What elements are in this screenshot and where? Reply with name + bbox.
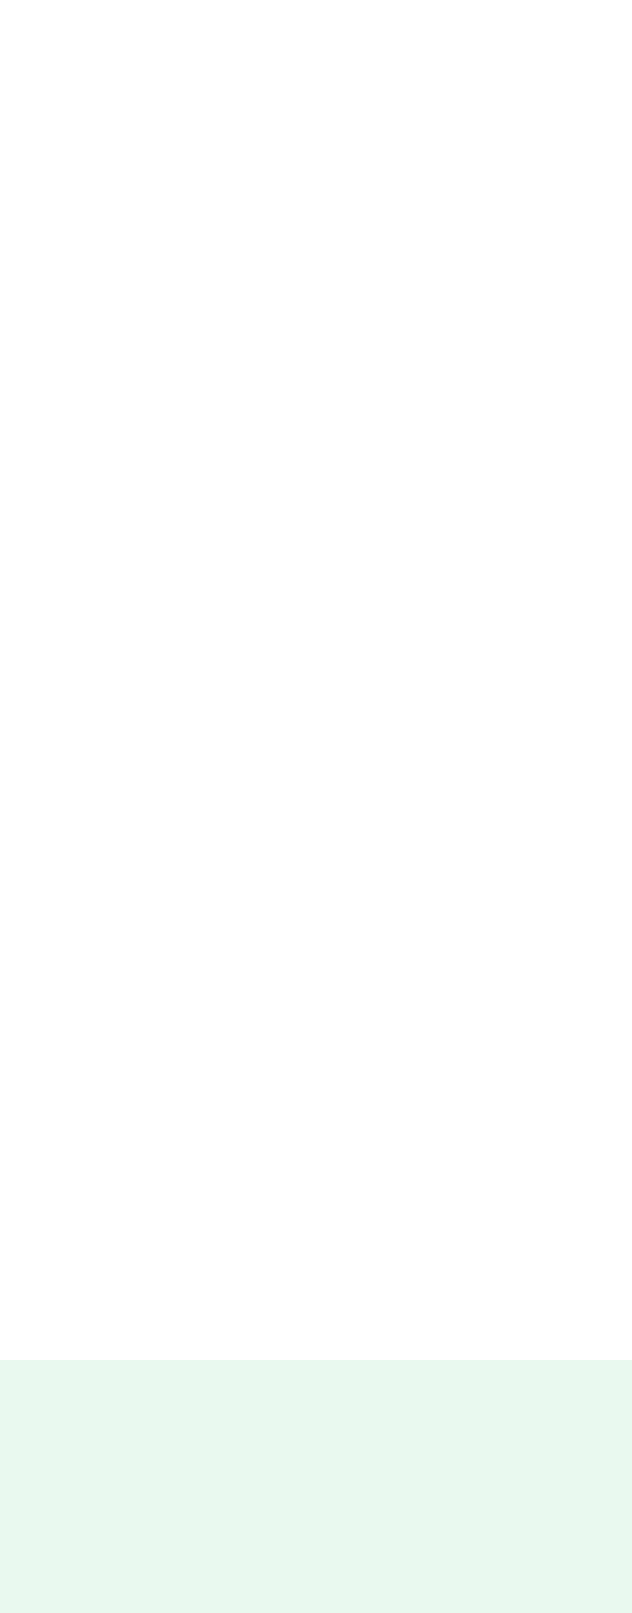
answers-panel [0, 1360, 632, 1613]
